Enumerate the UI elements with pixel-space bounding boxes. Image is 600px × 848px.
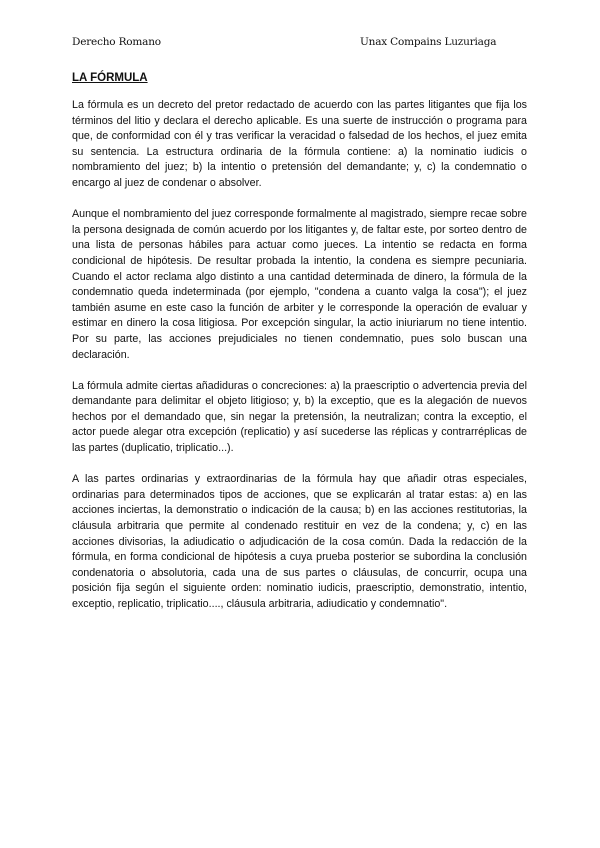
header-right: Unax Compains Luzuriaga <box>360 36 497 48</box>
page-title: LA FÓRMULA <box>72 72 148 84</box>
header-left: Derecho Romano <box>72 36 161 48</box>
paragraph-4: A las partes ordinarias y extraordinarias de la fórmula hay que añadir otras especiales, ordinarias para determinados tipos de acciones, que se explicarán al tratar estas: a) en las acciones inciertas, la demonstratio o indicación de la causa; b) en las acciones restitutorias, la cláusula arbitraria que permite al condenado restituir en vez de la condena; y, c) en las acciones divisorias, la adiudicatio o adjudicación de la cosa común. Dada la redacción de la fórmula, en forma condicional de hipótesis a cuya prueba posterior se subordina la conclusión condenatoria o absolutoria, cada una de sus partes o cláusulas, de concurrir, ocupa una posición fija según el siguiente orden: nominatio iudicis, praescriptio, demonstratio, intentio, exceptio, replicatio, triplicatio...., cláusula arbitraria, adiudicatio y condemnatio". <box>72 473 527 610</box>
document-body <box>72 98 527 628</box>
paragraph-3: La fórmula admite ciertas añadiduras o concreciones: a) la praescriptio o advertencia previa del demandante para delimitar el objeto litigioso; y, b) la exceptio, que es la alegación de nuevos hechos por el demandado que, sin negar la pretensión, la neutralizan; contra la exceptio, el actor puede alegar otra excepción (replicatio) y así sucederse las réplicas y contrarréplicas de las partes (duplicatio, triplicatio...). <box>72 379 527 455</box>
paragraph-2: Aunque el nombramiento del juez corresponde formalmente al magistrado, siempre recae sobre la persona designada de común acuerdo por los litigantes y, de faltar este, por sorteo dentro de una lista de personas hábiles para actuar como jueces. La intentio se redacta en forma condicional de hipótesis. De resultar probada la intentio, la condena es siempre pecuniaria. Cuando el actor reclama algo distinto a una cantidad determinada de dinero, la fórmula de la condemnatio queda indeterminada (por ejemplo, "condena a cuanto valga la cosa"); el juez también asume en este caso la función de arbiter y le corresponde la operación de evaluar y estimar en dinero la cosa litigiosa. Por excepción singular, la actio iniuriarum no tiene intentio. Por su parte, las acciones prejudiciales no tienen condemnatio, pues solo buscan una declaración. <box>72 208 527 361</box>
paragraph-1: La fórmula es un decreto del pretor redactado de acuerdo con las partes litigantes que fija los términos del litio y declara el derecho aplicable. Es una suerte de instrucción o programa para que, de conformidad con él y tras verificar la veracidad o falsedad de los hechos, el juez emita su sentencia. La estructura ordinaria de la fórmula contiene: a) la nominatio iudicis o nombramiento del juez; b) la intentio o pretensión del demandante; y, c) la condemnatio o encargo al juez de condenar o absolver. <box>72 99 527 189</box>
